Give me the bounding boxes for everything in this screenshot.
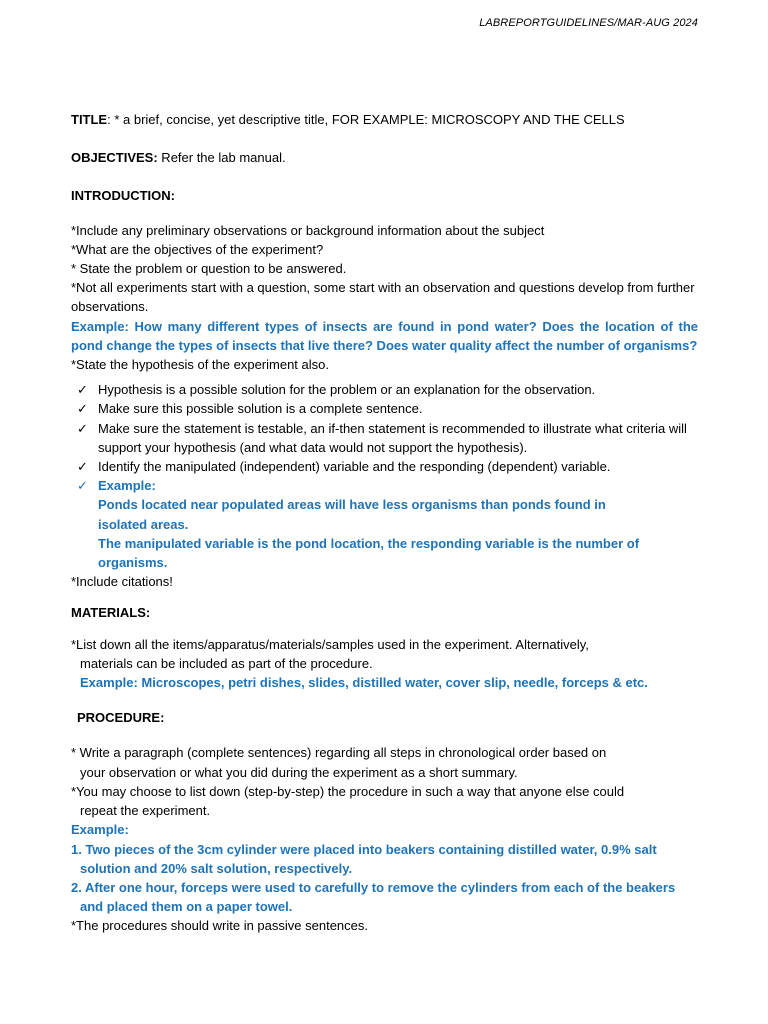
procedure-step-1b: solution and 20% salt solution, respectively. (80, 860, 353, 876)
materials-line-1: *List down all the items/apparatus/materials/samples used in the experiment. Alternatively, (71, 636, 589, 652)
procedure-line-1a: * Write a paragraph (complete sentences) regarding all steps in chronological order based on (71, 745, 607, 761)
hypothesis-line: *State the hypothesis of the experiment also. (71, 357, 329, 373)
objectives-line (71, 148, 698, 167)
intro-line-1: *Include any preliminary observations or background information about the subject (71, 222, 545, 238)
intro-example: Example: How many different types of insects are found in pond water? Does the location of the pond change the types of insects that live there? Does water quality affect the number of organisms? (71, 318, 698, 353)
checklist-item: ✓ Make sure this possible solution is a complete sentence. (77, 399, 698, 418)
materials-line-2: materials can be included as part of the procedure. (80, 655, 373, 671)
check-example-label: Example: (98, 478, 156, 494)
procedure-heading: PROCEDURE: (77, 710, 165, 726)
check-example-line2: The manipulated variable is the pond location, the responding variable is the number of organisms. (98, 535, 640, 571)
document-header: LABREPORTGUIDELINES/MAR-AUG 2024 (479, 17, 698, 29)
procedure-line-1b: your observation or what you did during the experiment as a short summary. (80, 764, 518, 780)
check-icon: ✓ (77, 420, 88, 436)
introduction-heading: INTRODUCTION: (71, 188, 175, 204)
title-line (71, 110, 698, 129)
document-body (71, 110, 698, 936)
procedure-passive-line: *The procedures should write in passive sentences. (71, 918, 368, 934)
objectives-text: Refer the lab manual. (157, 150, 286, 166)
checklist-item-example (77, 476, 698, 572)
procedure-step-2a: 2. After one hour, forceps were used to carefully to remove the cylinders from each of the beakers (71, 879, 676, 895)
check-icon: ✓ (77, 478, 88, 494)
title-label: TITLE (71, 112, 108, 127)
objectives-label: OBJECTIVES: (71, 150, 158, 166)
checklist-item: ✓ Make sure the statement is testable, an if-then statement is recommended to illustrate what criteria will support your hypothesis (and what data would not support the hypothesis). (77, 419, 698, 457)
intro-line-4: *Not all experiments start with a question, some start with an observation and questions develop from further observations. (71, 280, 695, 315)
intro-line-2: *What are the objectives of the experiment? (71, 241, 324, 257)
procedure-step-1a: 1. Two pieces of the 3cm cylinder were placed into beakers containing distilled water, 0.9% salt (71, 841, 657, 857)
materials-example: Example: Microscopes, petri dishes, slides, distilled water, cover slip, needle, forceps & etc. (80, 675, 648, 691)
hypothesis-checklist (77, 380, 698, 572)
check-icon: ✓ (77, 401, 88, 417)
intro-line-3: * State the problem or question to be answered. (71, 261, 347, 277)
procedure-line-2b: repeat the experiment. (80, 803, 211, 819)
check-example-line1: Ponds located near populated areas will have less organisms than ponds found in isolated areas. (98, 497, 606, 532)
procedure-step-2b: and placed them on a paper towel. (80, 899, 293, 915)
procedure-example-label: Example: (71, 822, 129, 838)
check-icon: ✓ (77, 459, 88, 475)
checklist-item: ✓ Hypothesis is a possible solution for the problem or an explanation for the observation. (77, 380, 698, 399)
title-text: : * a brief, concise, yet descriptive title, FOR EXAMPLE: MICROSCOPY AND THE CELLS (107, 112, 625, 127)
checklist-item: ✓ Identify the manipulated (independent) variable and the responding (dependent) variable. (77, 457, 698, 476)
materials-heading: MATERIALS: (71, 605, 151, 621)
check-icon: ✓ (77, 382, 88, 398)
procedure-line-2a: *You may choose to list down (step-by-step) the procedure in such a way that anyone else could (71, 783, 625, 799)
citations-line: *Include citations! (71, 574, 173, 590)
